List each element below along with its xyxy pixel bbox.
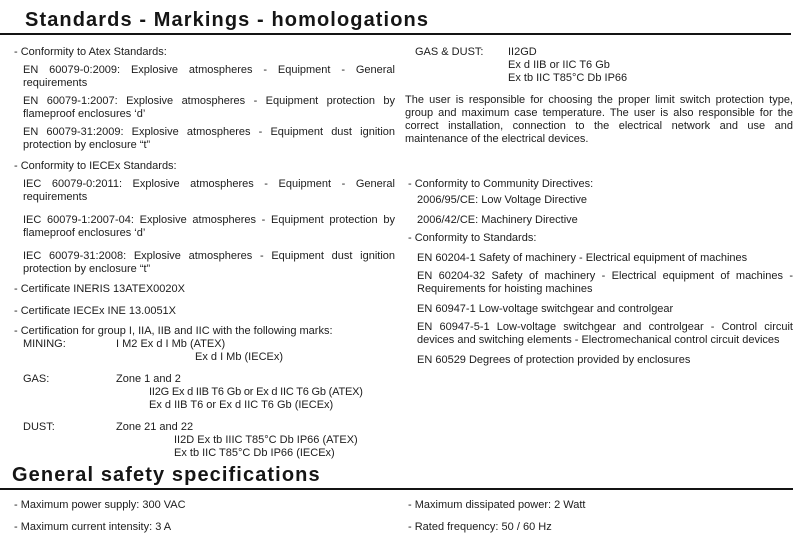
atex-standard-item: EN 60079-0:2009: Explosive atmospheres - Equipment - General requirements: [23, 64, 395, 89]
user-responsibility-note: The user is responsible for choosing the proper limit switch protection type, group and maximum case temperature. The user is also responsible for the correct installation, connection to the electrical network and use and maintenance of the electrical devices.: [405, 94, 793, 145]
directive-item: 2006/42/CE: Machinery Directive: [417, 214, 578, 226]
safety-section-title: General safety specifications: [12, 464, 321, 486]
mark-value-gas: [116, 373, 395, 412]
mark-value-mining: [116, 338, 395, 364]
iecex-standard-item: IEC 60079-31:2008: Explosive atmospheres - Equipment dust ignition protection by enclosure “t”: [23, 250, 395, 275]
standards-left-column: [14, 46, 395, 460]
iecex-conformity-header: - Conformity to IECEx Standards:: [14, 160, 177, 172]
mark-line: Ex d IIB T6 or Ex d IIC T6 Gb (IECEx): [149, 399, 334, 411]
standards-section-title: Standards - Markings - homologations: [25, 9, 430, 31]
mark-label-gasdust: GAS & DUST:: [415, 46, 484, 58]
atex-standard-item: EN 60079-31:2009: Explosive atmospheres - Equipment dust ignition protection by enclosure “t”: [23, 126, 395, 151]
mark-label-mining: MINING:: [23, 338, 66, 350]
mark-value-dust: [116, 421, 395, 460]
mark-line: Ex tb IIC T85°C Db IP66: [508, 72, 628, 84]
atex-standard-item: EN 60079-1:2007: Explosive atmospheres - Equipment protection by flameproof enclosures ‘d’: [23, 95, 395, 120]
iecex-standard-item: IEC 60079-1:2007-04: Explosive atmospheres - Equipment protection by flameproof enclosures ‘d’: [23, 214, 395, 239]
mark-row-mining: [23, 338, 395, 364]
mark-line: II2GD: [508, 46, 537, 58]
mark-row-gas: [23, 373, 395, 412]
standards-content: [0, 35, 801, 460]
mark-row-gasdust: [415, 46, 793, 85]
safety-spec-item: - Rated frequency: 50 / 60 Hz: [408, 521, 552, 533]
standards-conformity-header: - Conformity to Standards:: [408, 232, 537, 244]
safety-spec-item: - Maximum current intensity: 3 A: [14, 521, 172, 533]
standard-item: EN 60204-32 Safety of machinery - Electrical equipment of machines - Requirements for hoisting machines: [417, 270, 793, 295]
mark-line: II2D Ex tb IIIC T85°C Db IP66 (ATEX): [174, 434, 358, 446]
safety-spec-item: - Maximum power supply: 300 VAC: [14, 499, 186, 511]
certificate-iecex: - Certificate IECEx INE 13.0051X: [14, 305, 177, 317]
mark-value-gasdust: [508, 46, 793, 85]
mark-label-gas: GAS:: [23, 373, 50, 385]
certificate-ineris: - Certificate INERIS 13ATEX0020X: [14, 283, 185, 295]
mark-line: Ex d I Mb (IECEx): [195, 351, 284, 363]
safety-specs-left: [14, 499, 405, 543]
standard-item: EN 60947-1 Low-voltage switchgear and controlgear: [417, 303, 674, 315]
mark-line: I M2 Ex d I Mb (ATEX): [116, 338, 226, 350]
mark-line: Zone 21 and 22: [116, 421, 194, 433]
directive-item: 2006/95/CE: Low Voltage Directive: [417, 194, 587, 206]
certification-groups-header: - Certification for group I, IIA, IIB and IIC with the following marks:: [14, 325, 333, 337]
standard-item: EN 60529 Degrees of protection provided by enclosures: [417, 354, 691, 366]
mark-row-dust: [23, 421, 395, 460]
mark-line: Ex tb IIC T85°C Db IP66 (IECEx): [174, 447, 335, 459]
mark-line: Zone 1 and 2: [116, 373, 181, 385]
safety-specs: [0, 490, 801, 543]
mark-line: II2G Ex d IIB T6 Gb or Ex d IIC T6 Gb (ATEX): [149, 386, 363, 398]
mark-line: Ex d IIB or IIC T6 Gb: [508, 59, 610, 71]
mark-label-dust: DUST:: [23, 421, 55, 433]
iecex-standard-item: IEC 60079-0:2011: Explosive atmospheres - Equipment - General requirements: [23, 178, 395, 203]
atex-conformity-header: - Conformity to Atex Standards:: [14, 46, 167, 58]
safety-specs-right: [405, 499, 801, 543]
standard-item: EN 60947-5-1 Low-voltage switchgear and controlgear - Control circuit devices and switching elements - Electromechanical control circuit devices: [417, 321, 793, 346]
standards-right-column: [405, 46, 793, 367]
standard-item: EN 60204-1 Safety of machinery - Electrical equipment of machines: [417, 252, 748, 264]
community-directives-header: - Conformity to Community Directives:: [408, 178, 594, 190]
safety-spec-item: - Maximum dissipated power: 2 Watt: [408, 499, 586, 511]
